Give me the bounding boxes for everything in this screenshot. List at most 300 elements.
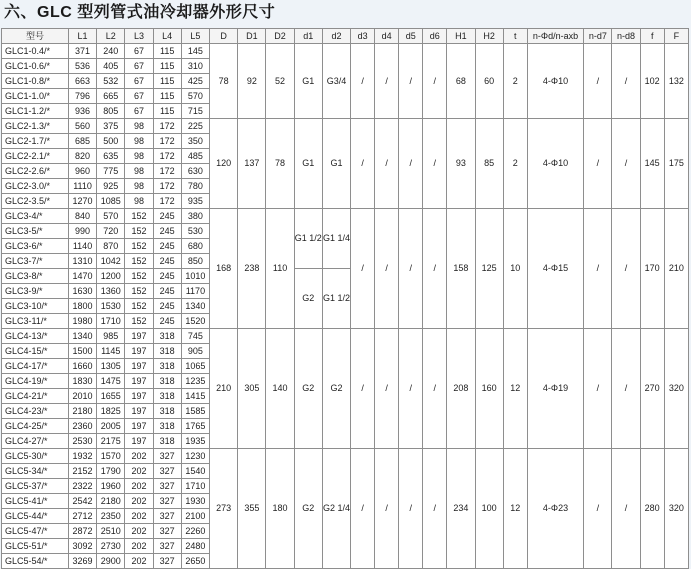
cell-l4: 245 xyxy=(153,314,181,329)
cell-l5: 1520 xyxy=(181,314,209,329)
cell-d1: G2 xyxy=(294,269,322,329)
cell-l2: 2900 xyxy=(97,554,125,569)
cell-d1-upper: 305 xyxy=(238,329,266,449)
dimension-table xyxy=(1,28,689,569)
cell-l4: 172 xyxy=(153,134,181,149)
cell-l3: 67 xyxy=(125,104,153,119)
cell-l4: 327 xyxy=(153,479,181,494)
model-cell: GLC4-19/* xyxy=(2,374,69,389)
cell-l4: 245 xyxy=(153,254,181,269)
cell-d6: / xyxy=(423,209,447,329)
cell-l5: 1010 xyxy=(181,269,209,284)
cell-d5: / xyxy=(399,449,423,569)
cell-l4: 172 xyxy=(153,164,181,179)
cell-l4: 327 xyxy=(153,494,181,509)
cell-d2: G3/4 xyxy=(322,44,350,119)
cell-l5: 1540 xyxy=(181,464,209,479)
table-row xyxy=(2,329,689,344)
model-cell: GLC1-0.6/* xyxy=(2,59,69,74)
cell-l1: 1110 xyxy=(68,179,96,194)
header-d6: d6 xyxy=(423,29,447,44)
model-cell: GLC2-1.7/* xyxy=(2,134,69,149)
page-title: 六、GLC 型列管式油冷却器外形尺寸 xyxy=(4,4,276,21)
cell-l5: 2480 xyxy=(181,539,209,554)
cell-n-d8: / xyxy=(612,209,640,329)
cell-l2: 805 xyxy=(97,104,125,119)
cell-l3: 152 xyxy=(125,254,153,269)
cell-n-phi: 4-Φ10 xyxy=(527,119,583,209)
cell-d6: / xyxy=(423,329,447,449)
header-l3: L3 xyxy=(125,29,153,44)
cell-l5: 1930 xyxy=(181,494,209,509)
cell-l1: 1470 xyxy=(68,269,96,284)
model-cell: GLC3-6/* xyxy=(2,239,69,254)
cell-l5: 935 xyxy=(181,194,209,209)
cell-l1: 2180 xyxy=(68,404,96,419)
cell-l5: 905 xyxy=(181,344,209,359)
cell-l5: 2100 xyxy=(181,509,209,524)
cell-t: 12 xyxy=(503,449,527,569)
cell-l5: 2650 xyxy=(181,554,209,569)
cell-n-d7: / xyxy=(584,449,612,569)
model-cell: GLC2-3.5/* xyxy=(2,194,69,209)
cell-d4: / xyxy=(375,209,399,329)
model-cell: GLC4-23/* xyxy=(2,404,69,419)
cell-l1: 536 xyxy=(68,59,96,74)
cell-l4: 115 xyxy=(153,104,181,119)
cell-l1: 990 xyxy=(68,224,96,239)
cell-h1: 93 xyxy=(447,119,475,209)
cell-l5: 1710 xyxy=(181,479,209,494)
cell-l2: 1042 xyxy=(97,254,125,269)
cell-l1: 663 xyxy=(68,74,96,89)
cell-l3: 152 xyxy=(125,209,153,224)
header-h2: H2 xyxy=(475,29,503,44)
model-cell: GLC4-21/* xyxy=(2,389,69,404)
header-row xyxy=(2,29,689,44)
cell-l1: 3269 xyxy=(68,554,96,569)
cell-f-upper: 175 xyxy=(664,119,688,209)
cell-l3: 197 xyxy=(125,359,153,374)
model-cell: GLC5-51/* xyxy=(2,539,69,554)
cell-l2: 2510 xyxy=(97,524,125,539)
cell-l5: 530 xyxy=(181,224,209,239)
cell-l2: 570 xyxy=(97,209,125,224)
cell-d2: G2 xyxy=(322,329,350,449)
cell-l1: 2530 xyxy=(68,434,96,449)
cell-l2: 1710 xyxy=(97,314,125,329)
cell-l5: 2260 xyxy=(181,524,209,539)
cell-l2: 1085 xyxy=(97,194,125,209)
cell-l2: 635 xyxy=(97,149,125,164)
cell-d: 78 xyxy=(210,44,238,119)
header-l1: L1 xyxy=(68,29,96,44)
cell-l1: 1310 xyxy=(68,254,96,269)
cell-d1: G2 xyxy=(294,329,322,449)
cell-d1: G1 xyxy=(294,44,322,119)
model-cell: GLC2-2.1/* xyxy=(2,149,69,164)
cell-n-d8: / xyxy=(612,119,640,209)
header-t: t xyxy=(503,29,527,44)
cell-l2: 1790 xyxy=(97,464,125,479)
model-cell: GLC1-0.4/* xyxy=(2,44,69,59)
cell-n-d7: / xyxy=(584,329,612,449)
cell-l2: 2730 xyxy=(97,539,125,554)
cell-l5: 680 xyxy=(181,239,209,254)
header-d5: d5 xyxy=(399,29,423,44)
cell-l1: 685 xyxy=(68,134,96,149)
cell-l5: 1935 xyxy=(181,434,209,449)
model-cell: GLC3-11/* xyxy=(2,314,69,329)
cell-l2: 720 xyxy=(97,224,125,239)
header-n-phi: n-Φd/n-axb xyxy=(527,29,583,44)
cell-l4: 327 xyxy=(153,449,181,464)
model-cell: GLC5-47/* xyxy=(2,524,69,539)
cell-f: 145 xyxy=(640,119,664,209)
model-cell: GLC2-3.0/* xyxy=(2,179,69,194)
cell-d3: / xyxy=(351,119,375,209)
cell-l3: 202 xyxy=(125,494,153,509)
cell-l1: 1830 xyxy=(68,374,96,389)
cell-l3: 98 xyxy=(125,194,153,209)
cell-d: 120 xyxy=(210,119,238,209)
cell-l3: 197 xyxy=(125,344,153,359)
cell-l2: 2180 xyxy=(97,494,125,509)
header-d: D xyxy=(210,29,238,44)
cell-h1: 234 xyxy=(447,449,475,569)
cell-l3: 202 xyxy=(125,509,153,524)
cell-h2: 160 xyxy=(475,329,503,449)
cell-l3: 197 xyxy=(125,374,153,389)
cell-l4: 318 xyxy=(153,434,181,449)
cell-l4: 245 xyxy=(153,209,181,224)
cell-l1: 840 xyxy=(68,209,96,224)
cell-l2: 1360 xyxy=(97,284,125,299)
cell-f-upper: 132 xyxy=(664,44,688,119)
cell-l3: 202 xyxy=(125,539,153,554)
cell-l4: 245 xyxy=(153,284,181,299)
cell-l2: 405 xyxy=(97,59,125,74)
cell-d2-upper: 180 xyxy=(266,449,294,569)
cell-l4: 245 xyxy=(153,269,181,284)
cell-d2: G2 1/4 xyxy=(322,449,350,569)
cell-l3: 152 xyxy=(125,299,153,314)
cell-d1-upper: 92 xyxy=(238,44,266,119)
model-cell: GLC3-7/* xyxy=(2,254,69,269)
cell-l3: 98 xyxy=(125,179,153,194)
model-cell: GLC2-2.6/* xyxy=(2,164,69,179)
cell-l5: 225 xyxy=(181,119,209,134)
cell-l3: 152 xyxy=(125,269,153,284)
model-cell: GLC3-5/* xyxy=(2,224,69,239)
cell-d1-upper: 238 xyxy=(238,209,266,329)
cell-l3: 202 xyxy=(125,479,153,494)
cell-l1: 1980 xyxy=(68,314,96,329)
model-cell: GLC3-4/* xyxy=(2,209,69,224)
cell-h1: 208 xyxy=(447,329,475,449)
cell-n-d7: / xyxy=(584,119,612,209)
cell-n-d8: / xyxy=(612,449,640,569)
cell-l3: 202 xyxy=(125,524,153,539)
cell-l3: 197 xyxy=(125,419,153,434)
cell-d6: / xyxy=(423,449,447,569)
cell-l4: 327 xyxy=(153,524,181,539)
cell-l2: 985 xyxy=(97,329,125,344)
cell-d2-upper: 110 xyxy=(266,209,294,329)
cell-d2-upper: 52 xyxy=(266,44,294,119)
cell-n-phi: 4-Φ23 xyxy=(527,449,583,569)
cell-l5: 1340 xyxy=(181,299,209,314)
cell-l3: 197 xyxy=(125,404,153,419)
cell-d5: / xyxy=(399,329,423,449)
cell-l4: 327 xyxy=(153,539,181,554)
header-d2-upper: D2 xyxy=(266,29,294,44)
cell-l3: 152 xyxy=(125,239,153,254)
cell-l3: 98 xyxy=(125,119,153,134)
cell-h2: 85 xyxy=(475,119,503,209)
cell-l5: 1585 xyxy=(181,404,209,419)
cell-d5: / xyxy=(399,44,423,119)
header-h1: H1 xyxy=(447,29,475,44)
cell-l3: 202 xyxy=(125,449,153,464)
cell-l4: 245 xyxy=(153,239,181,254)
cell-d2: G1 1/4 xyxy=(322,209,350,269)
cell-h1: 158 xyxy=(447,209,475,329)
cell-n-phi: 4-Φ15 xyxy=(527,209,583,329)
cell-f: 270 xyxy=(640,329,664,449)
cell-d4: / xyxy=(375,119,399,209)
cell-d1: G1 1/2 xyxy=(294,209,322,269)
cell-d5: / xyxy=(399,119,423,209)
model-cell: GLC4-15/* xyxy=(2,344,69,359)
table-row xyxy=(2,44,689,59)
cell-l4: 245 xyxy=(153,224,181,239)
cell-l1: 796 xyxy=(68,89,96,104)
cell-d1: G1 xyxy=(294,119,322,209)
cell-d1-upper: 355 xyxy=(238,449,266,569)
cell-l4: 318 xyxy=(153,419,181,434)
cell-l2: 870 xyxy=(97,239,125,254)
cell-l1: 560 xyxy=(68,119,96,134)
cell-l5: 310 xyxy=(181,59,209,74)
cell-n-d8: / xyxy=(612,44,640,119)
model-cell: GLC4-25/* xyxy=(2,419,69,434)
cell-d2: G1 1/2 xyxy=(322,269,350,329)
cell-l3: 67 xyxy=(125,59,153,74)
cell-l5: 145 xyxy=(181,44,209,59)
cell-l4: 318 xyxy=(153,389,181,404)
cell-l1: 2872 xyxy=(68,524,96,539)
cell-l1: 3092 xyxy=(68,539,96,554)
cell-l5: 570 xyxy=(181,89,209,104)
cell-l1: 1270 xyxy=(68,194,96,209)
cell-d2-upper: 78 xyxy=(266,119,294,209)
model-cell: GLC1-1.0/* xyxy=(2,89,69,104)
cell-t: 12 xyxy=(503,329,527,449)
cell-d: 210 xyxy=(210,329,238,449)
cell-l5: 1415 xyxy=(181,389,209,404)
cell-h2: 100 xyxy=(475,449,503,569)
cell-l2: 1960 xyxy=(97,479,125,494)
cell-l1: 2152 xyxy=(68,464,96,479)
cell-l5: 350 xyxy=(181,134,209,149)
header-d1: d1 xyxy=(294,29,322,44)
cell-l1: 2322 xyxy=(68,479,96,494)
cell-l2: 1145 xyxy=(97,344,125,359)
model-cell: GLC5-30/* xyxy=(2,449,69,464)
header-d3: d3 xyxy=(351,29,375,44)
cell-l1: 1932 xyxy=(68,449,96,464)
cell-f-upper: 210 xyxy=(664,209,688,329)
header-n-d8: n-d8 xyxy=(612,29,640,44)
cell-l5: 850 xyxy=(181,254,209,269)
cell-d3: / xyxy=(351,44,375,119)
cell-d1-upper: 137 xyxy=(238,119,266,209)
cell-l2: 240 xyxy=(97,44,125,59)
cell-l2: 1200 xyxy=(97,269,125,284)
header-model: 型号 xyxy=(2,29,69,44)
table-row xyxy=(2,119,689,134)
cell-l2: 1475 xyxy=(97,374,125,389)
header-n-d7: n-d7 xyxy=(584,29,612,44)
cell-d6: / xyxy=(423,44,447,119)
model-cell: GLC5-54/* xyxy=(2,554,69,569)
cell-l5: 1230 xyxy=(181,449,209,464)
table-row xyxy=(2,449,689,464)
header-l4: L4 xyxy=(153,29,181,44)
cell-l1: 1500 xyxy=(68,344,96,359)
cell-l3: 152 xyxy=(125,314,153,329)
cell-l2: 1655 xyxy=(97,389,125,404)
cell-f: 102 xyxy=(640,44,664,119)
cell-d5: / xyxy=(399,209,423,329)
cell-t: 2 xyxy=(503,119,527,209)
cell-l2: 775 xyxy=(97,164,125,179)
table-body xyxy=(2,44,689,569)
cell-l2: 1305 xyxy=(97,359,125,374)
cell-l3: 202 xyxy=(125,554,153,569)
header-f: f xyxy=(640,29,664,44)
header-f-upper: F xyxy=(664,29,688,44)
cell-l3: 67 xyxy=(125,44,153,59)
cell-l3: 98 xyxy=(125,149,153,164)
model-cell: GLC1-1.2/* xyxy=(2,104,69,119)
model-cell: GLC5-41/* xyxy=(2,494,69,509)
cell-l3: 67 xyxy=(125,74,153,89)
cell-d3: / xyxy=(351,449,375,569)
model-cell: GLC2-1.3/* xyxy=(2,119,69,134)
cell-l4: 327 xyxy=(153,509,181,524)
cell-l3: 152 xyxy=(125,224,153,239)
cell-l3: 152 xyxy=(125,284,153,299)
cell-l2: 375 xyxy=(97,119,125,134)
cell-l1: 1630 xyxy=(68,284,96,299)
cell-l1: 2010 xyxy=(68,389,96,404)
cell-d2-upper: 140 xyxy=(266,329,294,449)
cell-l4: 327 xyxy=(153,464,181,479)
header-d2: d2 xyxy=(322,29,350,44)
cell-l2: 2175 xyxy=(97,434,125,449)
cell-l5: 1765 xyxy=(181,419,209,434)
cell-l4: 318 xyxy=(153,359,181,374)
table-row xyxy=(2,209,689,224)
cell-l1: 1660 xyxy=(68,359,96,374)
cell-l1: 1140 xyxy=(68,239,96,254)
cell-d4: / xyxy=(375,329,399,449)
cell-l2: 2005 xyxy=(97,419,125,434)
cell-l2: 925 xyxy=(97,179,125,194)
cell-d: 168 xyxy=(210,209,238,329)
model-cell: GLC4-17/* xyxy=(2,359,69,374)
cell-l5: 745 xyxy=(181,329,209,344)
cell-f-upper: 320 xyxy=(664,449,688,569)
model-cell: GLC1-0.8/* xyxy=(2,74,69,89)
cell-t: 2 xyxy=(503,44,527,119)
cell-l3: 67 xyxy=(125,89,153,104)
cell-d4: / xyxy=(375,449,399,569)
cell-l5: 485 xyxy=(181,149,209,164)
cell-l4: 115 xyxy=(153,89,181,104)
cell-d3: / xyxy=(351,329,375,449)
header-l5: L5 xyxy=(181,29,209,44)
cell-l4: 172 xyxy=(153,194,181,209)
model-cell: GLC4-27/* xyxy=(2,434,69,449)
cell-l2: 532 xyxy=(97,74,125,89)
cell-l4: 115 xyxy=(153,74,181,89)
cell-l2: 2350 xyxy=(97,509,125,524)
cell-n-phi: 4-Φ19 xyxy=(527,329,583,449)
model-cell: GLC5-44/* xyxy=(2,509,69,524)
cell-l2: 1530 xyxy=(97,299,125,314)
cell-l5: 715 xyxy=(181,104,209,119)
cell-l1: 1340 xyxy=(68,329,96,344)
cell-l1: 2712 xyxy=(68,509,96,524)
model-cell: GLC5-37/* xyxy=(2,479,69,494)
cell-l2: 1570 xyxy=(97,449,125,464)
cell-n-phi: 4-Φ10 xyxy=(527,44,583,119)
cell-h2: 60 xyxy=(475,44,503,119)
cell-l1: 960 xyxy=(68,164,96,179)
cell-d: 273 xyxy=(210,449,238,569)
cell-l1: 1800 xyxy=(68,299,96,314)
cell-f: 280 xyxy=(640,449,664,569)
cell-f-upper: 320 xyxy=(664,329,688,449)
cell-l4: 115 xyxy=(153,59,181,74)
cell-l1: 820 xyxy=(68,149,96,164)
cell-l1: 371 xyxy=(68,44,96,59)
cell-d3: / xyxy=(351,209,375,329)
cell-l3: 98 xyxy=(125,134,153,149)
cell-d4: / xyxy=(375,44,399,119)
cell-f: 170 xyxy=(640,209,664,329)
cell-n-d7: / xyxy=(584,44,612,119)
cell-l3: 197 xyxy=(125,389,153,404)
cell-l5: 380 xyxy=(181,209,209,224)
cell-l5: 630 xyxy=(181,164,209,179)
cell-l1: 2542 xyxy=(68,494,96,509)
cell-l1: 936 xyxy=(68,104,96,119)
cell-l4: 245 xyxy=(153,299,181,314)
cell-h2: 125 xyxy=(475,209,503,329)
cell-h1: 68 xyxy=(447,44,475,119)
cell-l4: 115 xyxy=(153,44,181,59)
model-cell: GLC3-10/* xyxy=(2,299,69,314)
cell-l3: 98 xyxy=(125,164,153,179)
model-cell: GLC3-9/* xyxy=(2,284,69,299)
cell-l4: 172 xyxy=(153,179,181,194)
cell-l2: 1825 xyxy=(97,404,125,419)
cell-l5: 1235 xyxy=(181,374,209,389)
